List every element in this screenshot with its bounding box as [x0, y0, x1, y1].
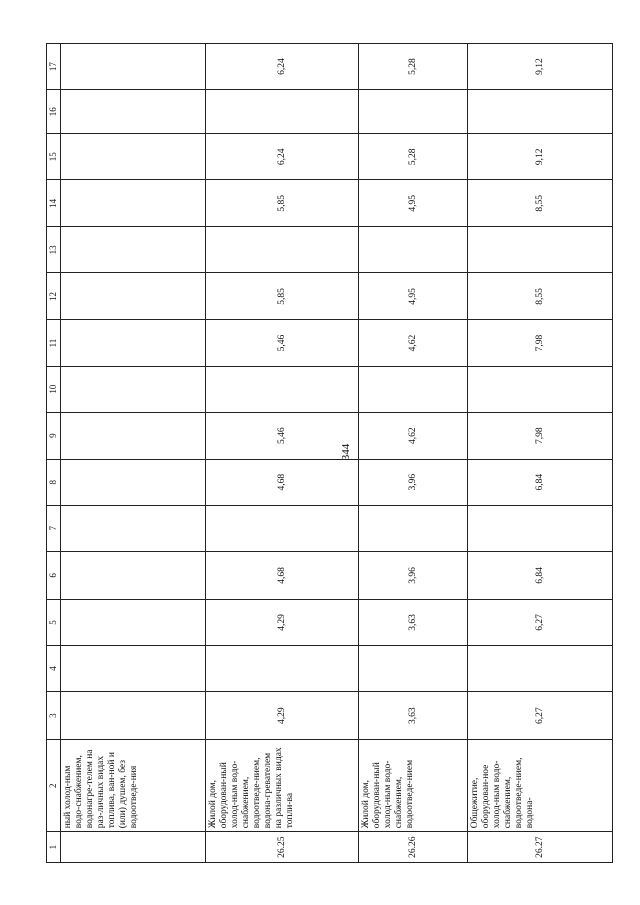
column-number-row: [47, 43, 61, 862]
value-cell: 5,28: [359, 43, 468, 89]
value-cell: 6,27: [468, 691, 613, 739]
column-header: 8: [47, 459, 61, 505]
column-header: 12: [47, 272, 61, 319]
value-cell: [359, 226, 468, 272]
value-cell: [61, 43, 206, 89]
value-cell: [61, 645, 206, 691]
value-cell: 8,55: [468, 179, 613, 226]
row-number-cell: 26.25: [206, 831, 359, 862]
value-cell: 4,29: [206, 691, 359, 739]
column-header: 7: [47, 505, 61, 551]
value-cell: 5,46: [206, 412, 359, 459]
column-header: 16: [47, 89, 61, 133]
value-cell: 5,85: [206, 272, 359, 319]
value-cell: 7,98: [468, 320, 613, 366]
value-cell: 9,12: [468, 133, 613, 179]
column-header: 9: [47, 412, 61, 459]
column-header: 1: [47, 831, 61, 862]
value-cell: [206, 505, 359, 551]
value-cell: 6,24: [206, 133, 359, 179]
value-cell: [468, 89, 613, 133]
value-cell: 3,63: [359, 691, 468, 739]
column-header: 2: [47, 739, 61, 831]
value-cell: 4,68: [206, 459, 359, 505]
value-cell: [61, 599, 206, 645]
column-header: 4: [47, 645, 61, 691]
value-cell: [468, 226, 613, 272]
value-cell: 4,95: [359, 272, 468, 319]
value-cell: [359, 89, 468, 133]
column-header: 6: [47, 551, 61, 599]
row-description-cell: Жилой дом, оборудован-ный холод-ным водо-снабжением, водоотведе-нием: [359, 739, 468, 831]
value-cell: [61, 272, 206, 319]
value-cell: 6,27: [468, 599, 613, 645]
value-cell: 8,55: [468, 272, 613, 319]
value-cell: 4,95: [359, 179, 468, 226]
value-cell: [61, 226, 206, 272]
value-cell: [61, 320, 206, 366]
row-description-cell: ный холод-ным водо-снабжением, водонагре-телем на раз-личных видах топлива, ван-ной и (или) душем, без водоотведе-ния: [61, 739, 206, 831]
column-header: 14: [47, 179, 61, 226]
value-cell: [206, 645, 359, 691]
value-cell: 4,62: [359, 412, 468, 459]
value-cell: [468, 645, 613, 691]
value-cell: 6,24: [206, 43, 359, 89]
value-cell: [468, 366, 613, 412]
column-header: 10: [47, 366, 61, 412]
value-cell: 3,63: [359, 599, 468, 645]
row-number-cell: 26.26: [359, 831, 468, 862]
value-cell: [61, 459, 206, 505]
value-cell: 4,68: [206, 551, 359, 599]
row-number-cell: 26.27: [468, 831, 613, 862]
value-cell: [61, 505, 206, 551]
value-cell: [61, 366, 206, 412]
column-header: 3: [47, 691, 61, 739]
column-header: 15: [47, 133, 61, 179]
value-cell: 6,84: [468, 551, 613, 599]
value-cell: 5,46: [206, 320, 359, 366]
table-row: [206, 43, 359, 862]
value-cell: [61, 412, 206, 459]
value-cell: 4,62: [359, 320, 468, 366]
value-cell: [206, 366, 359, 412]
value-cell: [359, 505, 468, 551]
row-description-cell: Жилой дом, оборудован-ный холод-ным водо-снабжением, водоотведе-нием, водона-гревателем на различных видах топли-ва: [206, 739, 359, 831]
value-cell: [61, 179, 206, 226]
table-row: [61, 43, 206, 862]
row-number-cell: [61, 831, 206, 862]
value-cell: [206, 226, 359, 272]
table-row: [359, 43, 468, 862]
value-cell: 3,96: [359, 551, 468, 599]
value-cell: 5,85: [206, 179, 359, 226]
value-cell: 5,28: [359, 133, 468, 179]
tariff-table: [46, 43, 613, 863]
value-cell: [61, 89, 206, 133]
value-cell: 4,29: [206, 599, 359, 645]
value-cell: [359, 645, 468, 691]
value-cell: [468, 505, 613, 551]
value-cell: 6,84: [468, 459, 613, 505]
value-cell: [359, 366, 468, 412]
value-cell: [206, 89, 359, 133]
value-cell: [61, 551, 206, 599]
rotated-table-area: [46, 43, 594, 863]
column-header: 17: [47, 43, 61, 89]
column-header: 5: [47, 599, 61, 645]
value-cell: 9,12: [468, 43, 613, 89]
value-cell: [61, 691, 206, 739]
row-description-cell: Общежитие, оборудован-ное холод-ным водо-снабжением, водоотведе-нием, водона-: [468, 739, 613, 831]
value-cell: 7,98: [468, 412, 613, 459]
table-row: [468, 43, 613, 862]
page-number: 344: [340, 443, 352, 461]
column-header: 13: [47, 226, 61, 272]
value-cell: 3,96: [359, 459, 468, 505]
value-cell: [61, 133, 206, 179]
column-header: 11: [47, 320, 61, 366]
